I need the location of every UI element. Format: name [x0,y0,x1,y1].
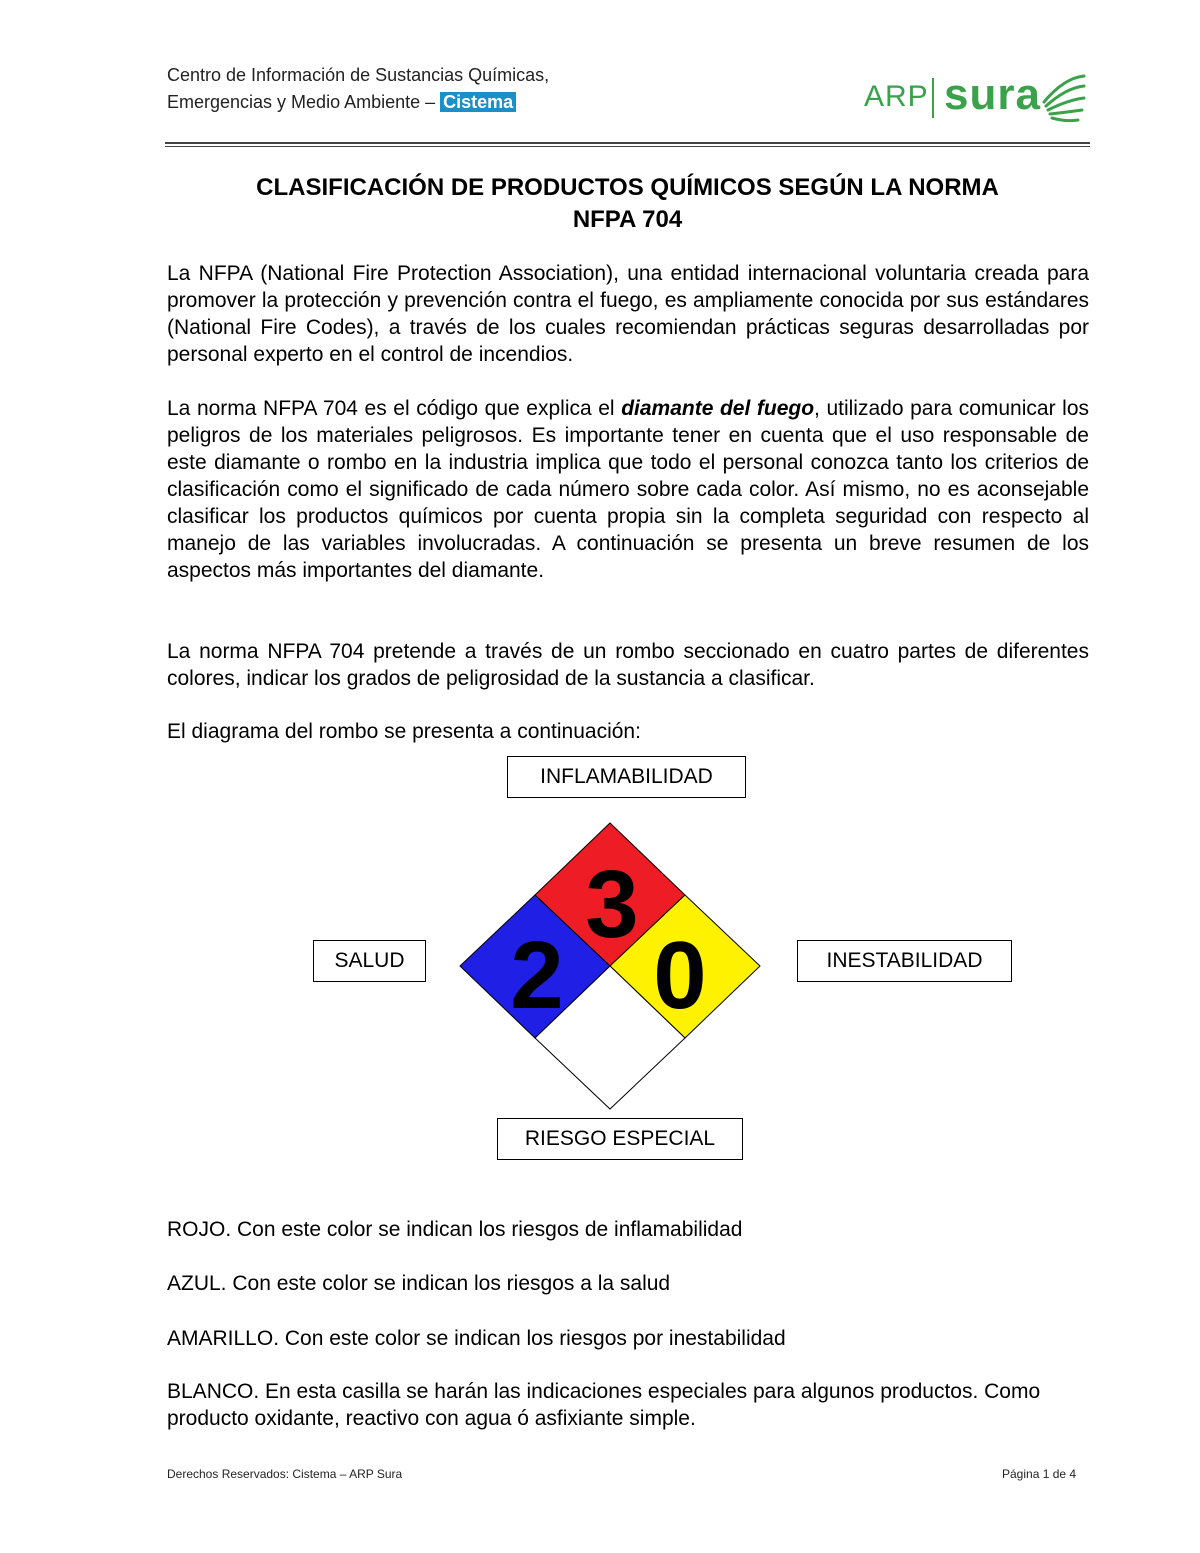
paragraph-diagram-intro: El diagrama del rombo se presenta a continuación: [167,720,641,743]
p2-text-before: La norma NFPA 704 es el código que explica el [167,397,622,420]
paragraph-intro: La NFPA (National Fire Protection Association), una entidad internacional voluntaria creada para promover la protección y prevención contra el fuego, es ampliamente conocida por sus estándares (National Fire Codes), a través de los cuales recomiendan prácticas seguras desarrolladas por personal experto en el control de incendios. [167,262,1089,366]
paragraph-rombo: La norma NFPA 704 pretende a través de un rombo seccionado en cuatro partes de diferentes colores, indicar los grados de peligrosidad de la sustancia a clasificar. [167,640,1089,690]
header-divider [165,142,1090,144]
label-inestabilidad: INESTABILIDAD [797,940,1012,982]
legend-blue-text: Con este color se indican los riesgos a la salud [226,1272,671,1295]
health-rating: 2 [510,922,564,1029]
legend-white-text: En esta casilla se harán las indicaciones especiales para algunos productos. Como producto oxidante, reactivo con agua ó asfixiante simple. [167,1380,1041,1430]
flammability-rating: 3 [585,851,639,958]
footer-rights: Derechos Reservados: Cistema – ARP Sura [167,1467,403,1481]
legend-red-key: ROJO. [167,1218,232,1241]
legend-yellow [167,1325,1097,1352]
legend-red [167,1216,1097,1243]
label-inflamabilidad: INFLAMABILIDAD [507,756,746,798]
legend-blue-key: AZUL. [167,1272,227,1295]
paragraph-nfpa704 [167,395,1089,584]
legend-white-key: BLANCO. [167,1380,260,1403]
instability-rating: 0 [653,922,707,1029]
nfpa-diamond [455,820,765,1112]
header-divider-thin [165,146,1090,147]
label-salud: SALUD [313,940,426,982]
header-text [167,62,549,116]
header-line-2 [167,89,549,116]
arp-sura-logo [862,70,1092,126]
header-line-2-text: Emergencias y Medio Ambiente – [167,92,436,112]
logo-divider [932,78,934,118]
page-title [165,172,1090,236]
legend-blue [167,1270,1097,1297]
p2-text-after: , utilizado para comunicar los peligros de los materiales peligrosos. Es importante tener en cuenta que el uso responsable de este diamante o rombo en la industria implica que todo el personal conozca tanto los criterios de clasificación como el significado de cada número sobre cada color. Así mismo, no es aconsejable clasificar los productos químicos por cuenta propia sin la completa seguridad con respecto al manejo de las variables involucradas. A continuación se presenta un breve resumen de los aspectos más importantes del diamante. [167,397,1089,582]
legend-yellow-text: Con este color se indican los riesgos por inestabilidad [279,1327,786,1350]
label-riesgo-especial: RIESGO ESPECIAL [497,1118,743,1160]
title-line-1: CLASIFICACIÓN DE PRODUCTOS QUÍMICOS SEGÚN LA NORMA [256,174,999,201]
p2-emphasis: diamante del fuego [621,397,815,420]
legend-white [167,1378,1097,1432]
legend-yellow-key: AMARILLO. [167,1327,280,1350]
title-line-2: NFPA 704 [572,206,683,233]
cistema-tag: Cistema [440,92,516,112]
logo-sura-text: sura [944,70,1041,119]
legend-red-text: Con este color se indican los riesgos de inflamabilidad [231,1218,743,1241]
footer-page-number: Página 1 de 4 [1002,1467,1077,1481]
logo-arp-text: ARP [864,80,929,113]
leaf-icon [1040,72,1088,124]
header-line-1: Centro de Información de Sustancias Químicas, [167,65,550,85]
